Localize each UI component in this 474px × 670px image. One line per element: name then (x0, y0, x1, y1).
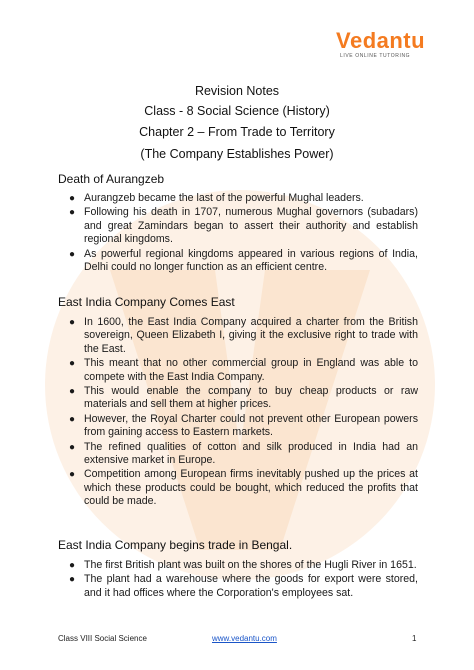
bullet-icon: ● (69, 469, 76, 481)
bullet-text: However, the Royal Charter could not prevent other European powers from gaining access to Eastern markets. (84, 412, 418, 439)
list-item (58, 316, 418, 356)
list-item (58, 192, 418, 205)
bullet-text: This meant that no other commercial group in England was able to compete with the East India Company. (84, 357, 418, 383)
bullet-text: Following his death in 1707, numerous Mughal governors (subadars) and great Zamindars began to assert their authority and establish regional kingdoms. (84, 206, 418, 246)
title-subtitle: (The Company Establishes Power) (140, 147, 334, 161)
bullet-icon: ● (69, 413, 76, 425)
list-item (58, 573, 418, 600)
bullet-icon: ● (69, 207, 76, 219)
bullet-icon: ● (69, 386, 76, 398)
logo-tagline: LIVE ONLINE TUTORING (340, 53, 411, 59)
bullet-icon: ● (69, 560, 76, 571)
section-heading-death-of-aurangzeb: Death of Aurangzeb (58, 172, 165, 186)
bullet-text: As powerful regional kingdoms appeared in various regions of India, Delhi could no longer function as an efficient centre. (84, 247, 418, 274)
list-item (58, 248, 418, 275)
footer-class-label: Class VIII Social Science (58, 634, 147, 643)
bullet-icon: ● (69, 358, 76, 370)
section-3-bullet-list (58, 559, 418, 601)
bullet-icon: ● (69, 574, 76, 586)
footer-website-link[interactable]: www.vedantu.com (212, 634, 277, 643)
section-heading-east-india-company-comes-east: East India Company Comes East (58, 295, 235, 309)
bullet-text: Aurangzeb became the last of the powerful Mughal leaders. (84, 192, 364, 204)
title-revision-notes: Revision Notes (194, 84, 280, 98)
bullet-text: Competition among European firms inevitably pushed up the prices at which these products could be bought, which reduced the profits that could be made. (84, 468, 418, 508)
title-class: Class - 8 Social Science (History) (144, 104, 330, 118)
bullet-icon: ● (69, 441, 76, 453)
list-item (58, 357, 418, 384)
section-1-bullet-list (58, 192, 418, 275)
bullet-text: The first British plant was built on the shores of the Hugli River in 1651. (84, 559, 417, 571)
list-item (58, 413, 418, 440)
bullet-text: This would enable the company to buy cheap products or raw materials and sell them at higher prices. (84, 385, 418, 411)
bullet-text: The refined qualities of cotton and silk produced in India had an extensive market in Europe. (84, 440, 418, 467)
bullet-icon: ● (69, 248, 76, 260)
list-item (58, 468, 418, 508)
section-2-bullet-list (58, 316, 418, 510)
logo-text: Vedantu (336, 28, 426, 53)
list-item (58, 559, 418, 572)
list-item (58, 385, 418, 412)
bullet-text: The plant had a warehouse where the goods for export were stored, and it had offices where the Corporation's employees sat. (84, 573, 418, 599)
list-item (58, 206, 418, 246)
vedantu-logo (336, 28, 426, 64)
footer-page-number: 1 (412, 634, 417, 643)
bullet-text: In 1600, the East India Company acquired a charter from the British sovereign, Queen Elizabeth I, giving it the exclusive right to trade with the East. (84, 316, 418, 355)
bullet-icon: ● (69, 317, 76, 328)
section-heading-trade-in-bengal: East India Company begins trade in Bengal. (58, 538, 293, 552)
title-chapter: Chapter 2 – From Trade to Territory (139, 125, 335, 139)
list-item (58, 441, 418, 468)
bullet-icon: ● (69, 193, 76, 204)
